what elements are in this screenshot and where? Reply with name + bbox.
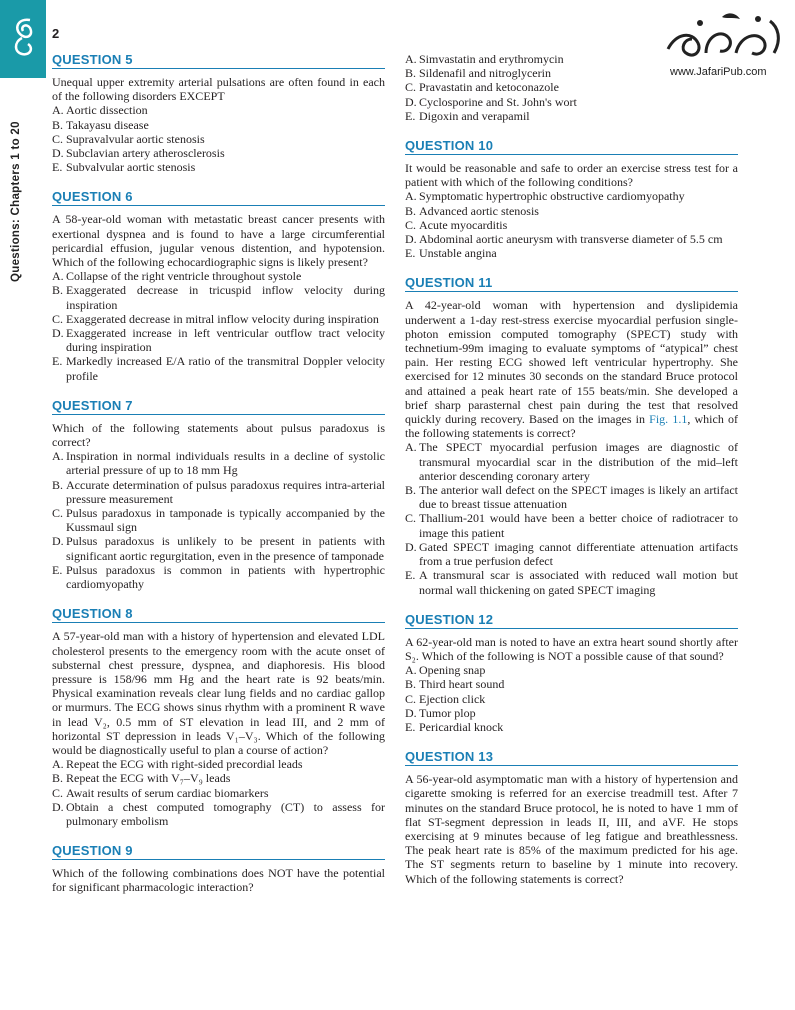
question-stem: A 58-year-old woman with metastatic breast cancer presents with exertional dyspnea and is found to have a large circumferential pericardial effusion, jugular venous distention, and hypotension. Which of the following echocardiographic signs is likely present? xyxy=(52,212,385,270)
answer-option: C. Ejection click xyxy=(405,691,486,706)
figure-reference-link[interactable]: Fig. 1.1 xyxy=(649,412,688,427)
answer-option: B. Exaggerated decrease in tricuspid inflow velocity during inspiration xyxy=(52,283,385,312)
question-13 xyxy=(405,749,738,886)
question-stem: A 42-year-old woman with hypertension and dyslipidemia underwent a 1-day rest-stress exercise myocardial perfusion single-photon emission computed tomography (SPECT) study with technetium-99m imaging to evaluate symptoms of “atypical” chest pain. Her resting ECG showed left ventricular hypertrophy. She exercised for 12 minutes 30 seconds on the standard Bruce protocol and attained a peak heart rate of 155 beats/min. She developed a brief sharp parasternal chest pain during the test that resolved quickly during recovery. Based on the images in Fig. 1.1, which of the following statements is correct? xyxy=(405,298,738,441)
options-list xyxy=(405,663,738,734)
chapter-tab xyxy=(0,0,46,78)
answer-option: B. Takayasu disease xyxy=(52,117,149,132)
answer-option: E. Subvalvular aortic stenosis xyxy=(52,160,196,175)
question-heading: QUESTION 7 xyxy=(52,398,385,415)
question-5 xyxy=(52,52,385,174)
page-number: 2 xyxy=(52,26,60,41)
answer-option: C. Await results of serum cardiac biomarkers xyxy=(52,785,269,800)
question-heading: QUESTION 8 xyxy=(52,606,385,623)
answer-option: E. Markedly increased E/A ratio of the transmitral Doppler velocity profile xyxy=(52,354,385,383)
question-heading: QUESTION 10 xyxy=(405,138,738,155)
answer-option: E. Pericardial knock xyxy=(405,719,504,734)
question-stem: It would be reasonable and safe to order an exercise stress test for a patient with which of the following conditions? xyxy=(405,161,738,190)
answer-option: A. The SPECT myocardial perfusion images are diagnostic of transmural myocardial scar in the distribution of the mid–left anterior descending coronary artery xyxy=(405,440,738,483)
answer-option: A. Simvastatin and erythromycin xyxy=(405,52,564,66)
options-list xyxy=(52,757,385,828)
swirl-ornament-icon xyxy=(8,14,38,58)
answer-option: A. Repeat the ECG with right-sided precordial leads xyxy=(52,757,303,772)
options-list xyxy=(52,103,385,174)
question-heading: QUESTION 12 xyxy=(405,612,738,629)
answer-option: D. Tumor plop xyxy=(405,705,476,720)
question-stem: Which of the following combinations does NOT have the potential for significant pharmacologic interaction? xyxy=(52,866,385,895)
answer-option: A. Symptomatic hypertrophic obstructive cardiomyopathy xyxy=(405,189,685,204)
answer-option: E. Digoxin and verapamil xyxy=(405,108,530,123)
question-heading: QUESTION 5 xyxy=(52,52,385,69)
answer-option: B. Sildenafil and nitroglycerin xyxy=(405,66,551,81)
answer-option: B. The anterior wall defect on the SPECT images is likely an artifact due to breast tissue attenuation xyxy=(405,483,738,512)
watermark-url: www.JafariPub.com xyxy=(670,66,767,78)
question-9 xyxy=(52,843,385,894)
right-column xyxy=(405,52,738,901)
answer-option: D. Subclavian artery atherosclerosis xyxy=(52,146,225,161)
question-heading: QUESTION 13 xyxy=(405,749,738,766)
answer-option: B. Third heart sound xyxy=(405,677,505,692)
question-heading: QUESTION 11 xyxy=(405,275,738,292)
answer-option: C. Supravalvular aortic stenosis xyxy=(52,131,205,146)
answer-option: A. Collapse of the right ventricle throughout systole xyxy=(52,269,302,284)
answer-option: A. Opening snap xyxy=(405,663,486,678)
answer-option: B. Advanced aortic stenosis xyxy=(405,203,539,218)
question-stem: Which of the following statements about pulsus paradoxus is correct? xyxy=(52,420,385,450)
answer-option: D. Obtain a chest computed tomography (CT) to assess for pulmonary embolism xyxy=(52,799,385,828)
answer-option: A. Inspiration in normal individuals results in a decline of systolic arterial pressure of up to 18 mm Hg xyxy=(52,449,385,478)
answer-option: C. Thallium-201 would have been a better choice of radiotracer to image this patient xyxy=(405,511,738,540)
answer-option: B. Repeat the ECG with V₇–V₉ leads xyxy=(52,771,231,786)
options-list xyxy=(52,269,385,383)
question-7 xyxy=(52,398,385,591)
answer-option: E. Unstable angina xyxy=(405,246,497,261)
question-10 xyxy=(405,138,738,260)
options-list xyxy=(405,440,738,596)
question-stem: A 62-year-old man is noted to have an extra heart sound shortly after S₂. Which of the following is NOT a possible cause of that sound? xyxy=(405,634,738,663)
answer-option: E. Pulsus paradoxus is common in patients with hypertrophic cardiomyopathy xyxy=(52,562,385,592)
answer-option: D. Gated SPECT imaging cannot differentiate attenuation artifacts from a true perfusion defect xyxy=(405,539,738,569)
question-stem: A 56-year-old asymptomatic man with a history of hypertension and cigarette smoking is referred for an exercise treadmill test. After 7 minutes on the standard Bruce protocol, he is noted to have 1 mm of flat ST-segment depression in leads II, III, and aVF. He stops exercising at 9 minutes because of leg fatigue and breathlessness. The peak heart rate is 85% of the maximum predicted for his age. The ST segments return to baseline by 1 minute into recovery. Which of the following statements is correct? xyxy=(405,772,738,886)
answer-option: A. Aortic dissection xyxy=(52,103,148,118)
question-8 xyxy=(52,606,385,828)
options-list xyxy=(52,449,385,591)
answer-option: C. Acute myocarditis xyxy=(405,217,508,232)
answer-option: C. Exaggerated decrease in mitral inflow velocity during inspiration xyxy=(52,311,379,326)
question-9-continued xyxy=(405,52,738,123)
question-heading: QUESTION 9 xyxy=(52,843,385,860)
left-column xyxy=(52,52,385,910)
question-11 xyxy=(405,275,738,596)
question-stem: A 57-year-old man with a history of hypertension and elevated LDL cholesterol presents to the emergency room with the acute onset of substernal chest pressure, dyspnea, and diaphoresis. His blood pressure is 158/96 mm Hg and the heart rate is 92 beats/min. Physical examination reveals clear lung fields and no cardiac gallop or murmurs. The ECG shows sinus rhythm with a prominent R wave in lead V₂, 0.5 mm of ST elevation in lead III, and 2 mm of horizontal ST depression in leads V₁–V₃. Which of the following would be diagnostically useful to plan a course of action? xyxy=(52,629,385,757)
chapter-side-label: Questions: Chapters 1 to 20 xyxy=(10,121,22,282)
answer-option: D. Pulsus paradoxus is unlikely to be present in patients with significant aortic regurgitation, even in the presence of tamponade xyxy=(52,534,385,563)
options-list xyxy=(405,189,738,260)
question-heading: QUESTION 6 xyxy=(52,189,385,206)
answer-option: B. Accurate determination of pulsus paradoxus requires intra-arterial pressure measurement xyxy=(52,477,385,506)
options-list xyxy=(405,52,738,123)
answer-option: E. A transmural scar is associated with reduced wall motion but normal wall thickening on gated SPECT imaging xyxy=(405,568,738,597)
answer-option: D. Exaggerated increase in left ventricular outflow tract velocity during inspiration xyxy=(52,326,385,355)
question-12 xyxy=(405,612,738,734)
question-stem: Unequal upper extremity arterial pulsations are often found in each of the following disorders EXCEPT xyxy=(52,75,385,104)
answer-option: C. Pravastatin and ketoconazole xyxy=(405,80,559,95)
answer-option: D. Cyclosporine and St. John's wort xyxy=(405,94,577,109)
question-6 xyxy=(52,189,385,382)
answer-option: D. Abdominal aortic aneurysm with transverse diameter of 5.5 cm xyxy=(405,232,723,247)
answer-option: C. Pulsus paradoxus in tamponade is typically accompanied by the Kussmaul sign xyxy=(52,506,385,535)
